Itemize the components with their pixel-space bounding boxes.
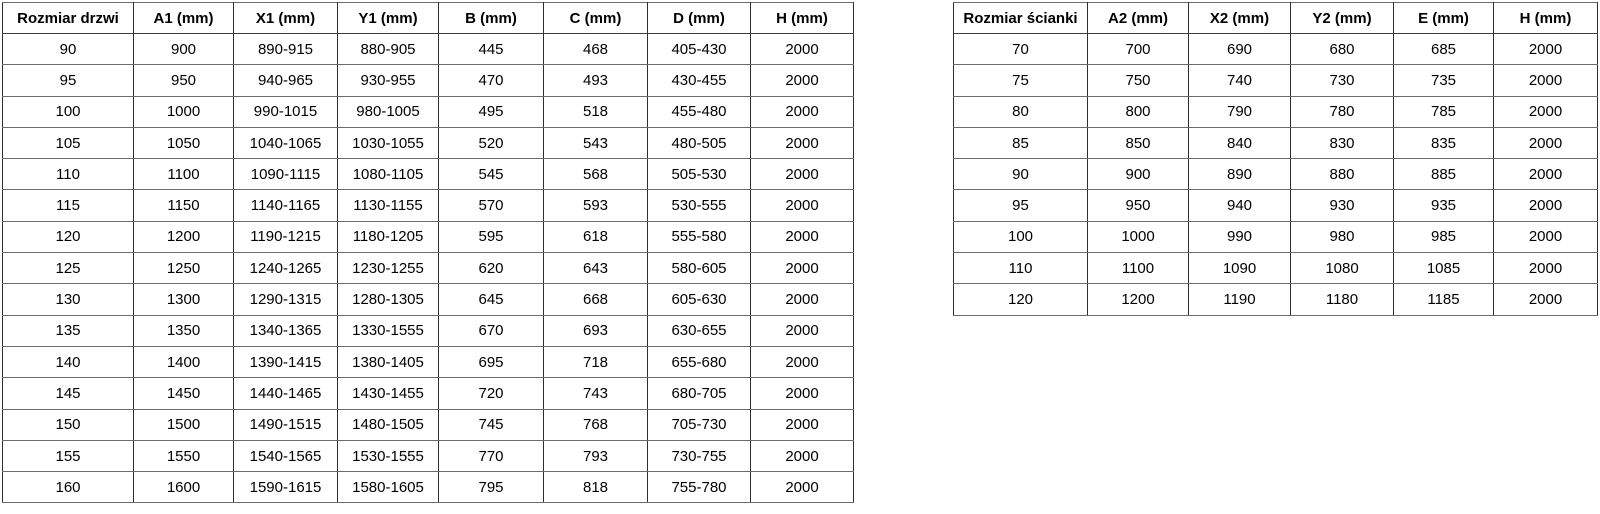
table-cell: 900 [1088,159,1189,190]
table-cell: 620 [439,253,544,284]
table-cell: 555-580 [648,221,751,252]
table-cell: 950 [1088,190,1189,221]
table-cell: 2000 [751,346,854,377]
header-cell: E (mm) [1394,3,1494,34]
table-cell: 695 [439,346,544,377]
table-cell: 755-780 [648,472,751,503]
table-cell: 1190-1215 [234,221,338,252]
table-row [3,159,854,190]
table-cell: 745 [439,409,544,440]
table-cell: 950 [134,65,234,96]
table-cell: 155 [3,440,134,471]
table-row [3,127,854,158]
table-cell: 2000 [751,284,854,315]
header-cell: Rozmiar ścianki [954,3,1088,34]
table-cell: 685 [1394,34,1494,65]
table-cell: 750 [1088,65,1189,96]
table-cell: 1200 [134,221,234,252]
table-cell: 670 [439,315,544,346]
table-cell: 1090 [1189,253,1291,284]
table-cell: 2000 [751,159,854,190]
table-cell: 105 [3,127,134,158]
table-cell: 770 [439,440,544,471]
table-cell: 2000 [751,96,854,127]
header-cell: Y2 (mm) [1291,3,1394,34]
table-cell: 2000 [751,190,854,221]
table-cell: 2000 [751,378,854,409]
table-cell: 795 [439,472,544,503]
table-cell: 505-530 [648,159,751,190]
table-cell: 1280-1305 [338,284,439,315]
table-header-row [3,3,854,34]
table-cell: 790 [1189,96,1291,127]
table-row [954,34,1598,65]
table-cell: 720 [439,378,544,409]
table-cell: 700 [1088,34,1189,65]
table-cell: 818 [544,472,648,503]
table-cell: 160 [3,472,134,503]
table-cell: 518 [544,96,648,127]
table-cell: 1400 [134,346,234,377]
table-row [3,221,854,252]
header-cell: H (mm) [751,3,854,34]
table-cell: 2000 [751,315,854,346]
table-cell: 1550 [134,440,234,471]
table-cell: 1100 [1088,253,1189,284]
table-cell: 580-605 [648,253,751,284]
table-cell: 680-705 [648,378,751,409]
table-cell: 95 [3,65,134,96]
table-row [3,409,854,440]
table-cell: 455-480 [648,96,751,127]
table-cell: 690 [1189,34,1291,65]
table-cell: 595 [439,221,544,252]
table-row [3,96,854,127]
table-cell: 445 [439,34,544,65]
table-cell: 2000 [751,127,854,158]
table-cell: 1090-1115 [234,159,338,190]
table-cell: 735 [1394,65,1494,96]
table-cell: 1040-1065 [234,127,338,158]
table-cell: 1380-1405 [338,346,439,377]
table-cell: 1600 [134,472,234,503]
table-cell: 115 [3,190,134,221]
table-cell: 1500 [134,409,234,440]
table-cell: 493 [544,65,648,96]
table-cell: 2000 [751,253,854,284]
table-cell: 1130-1155 [338,190,439,221]
table-row [3,440,854,471]
table-cell: 880-905 [338,34,439,65]
table-cell: 1590-1615 [234,472,338,503]
table-cell: 1530-1555 [338,440,439,471]
header-cell: A2 (mm) [1088,3,1189,34]
table-cell: 618 [544,221,648,252]
table-cell: 1030-1055 [338,127,439,158]
table-cell: 830 [1291,127,1394,158]
table-cell: 2000 [1494,96,1598,127]
table-cell: 885 [1394,159,1494,190]
table-cell: 568 [544,159,648,190]
table-cell: 780 [1291,96,1394,127]
table-cell: 1240-1265 [234,253,338,284]
table-cell: 90 [3,34,134,65]
table-cell: 110 [954,253,1088,284]
table-cell: 655-680 [648,346,751,377]
table-row [3,284,854,315]
table-cell: 2000 [751,440,854,471]
table-cell: 1540-1565 [234,440,338,471]
table-cell: 1430-1455 [338,378,439,409]
table-cell: 1085 [1394,253,1494,284]
table-cell: 1190 [1189,284,1291,315]
table-row [954,284,1598,315]
table-row [954,127,1598,158]
table-row [3,65,854,96]
table-cell: 2000 [751,472,854,503]
table-cell: 1580-1605 [338,472,439,503]
table-cell: 150 [3,409,134,440]
table-cell: 1200 [1088,284,1189,315]
table-cell: 2000 [751,65,854,96]
table-cell: 1080 [1291,253,1394,284]
table-cell: 95 [954,190,1088,221]
table-cell: 800 [1088,96,1189,127]
table-cell: 705-730 [648,409,751,440]
table-cell: 1330-1555 [338,315,439,346]
table-cell: 2000 [1494,65,1598,96]
table-cell: 1230-1255 [338,253,439,284]
table-cell: 1300 [134,284,234,315]
table-cell: 2000 [1494,221,1598,252]
table-cell: 940-965 [234,65,338,96]
table-row [3,315,854,346]
table-header-row [954,3,1598,34]
table-cell: 135 [3,315,134,346]
table-cell: 1480-1505 [338,409,439,440]
table-cell: 840 [1189,127,1291,158]
table-cell: 480-505 [648,127,751,158]
table-cell: 680 [1291,34,1394,65]
wall-size-table [953,2,1598,316]
door-size-table [2,2,854,503]
table-cell: 880 [1291,159,1394,190]
table-cell: 593 [544,190,648,221]
table-cell: 2000 [751,409,854,440]
table-cell: 1140-1165 [234,190,338,221]
table-cell: 730 [1291,65,1394,96]
table-cell: 990 [1189,221,1291,252]
table-cell: 495 [439,96,544,127]
table-row [954,253,1598,284]
table-cell: 1340-1365 [234,315,338,346]
table-cell: 768 [544,409,648,440]
table-cell: 100 [954,221,1088,252]
table-cell: 668 [544,284,648,315]
table-cell: 900 [134,34,234,65]
table-cell: 2000 [1494,253,1598,284]
table-cell: 125 [3,253,134,284]
table-cell: 1180-1205 [338,221,439,252]
table-cell: 643 [544,253,648,284]
table-cell: 530-555 [648,190,751,221]
table-cell: 890-915 [234,34,338,65]
header-cell: B (mm) [439,3,544,34]
table-cell: 740 [1189,65,1291,96]
table-cell: 2000 [751,34,854,65]
table-cell: 545 [439,159,544,190]
table-row [3,346,854,377]
table-cell: 140 [3,346,134,377]
table-cell: 1290-1315 [234,284,338,315]
table-cell: 520 [439,127,544,158]
table-cell: 1050 [134,127,234,158]
table-cell: 693 [544,315,648,346]
table-cell: 1150 [134,190,234,221]
table-cell: 850 [1088,127,1189,158]
table-cell: 990-1015 [234,96,338,127]
table-cell: 1185 [1394,284,1494,315]
table-row [3,190,854,221]
table-cell: 470 [439,65,544,96]
table-row [3,378,854,409]
table-cell: 2000 [1494,284,1598,315]
table-cell: 2000 [751,221,854,252]
header-cell: Y1 (mm) [338,3,439,34]
header-cell: X2 (mm) [1189,3,1291,34]
table-cell: 940 [1189,190,1291,221]
table-cell: 1180 [1291,284,1394,315]
table-cell: 2000 [1494,127,1598,158]
table-cell: 980 [1291,221,1394,252]
table-cell: 570 [439,190,544,221]
table-cell: 130 [3,284,134,315]
header-cell: A1 (mm) [134,3,234,34]
table-cell: 835 [1394,127,1494,158]
table-row [954,190,1598,221]
table-cell: 80 [954,96,1088,127]
table-row [954,159,1598,190]
header-cell: Rozmiar drzwi [3,3,134,34]
table-cell: 2000 [1494,190,1598,221]
table-cell: 890 [1189,159,1291,190]
table-cell: 980-1005 [338,96,439,127]
table-cell: 1440-1465 [234,378,338,409]
table-cell: 930 [1291,190,1394,221]
table-cell: 543 [544,127,648,158]
header-cell: X1 (mm) [234,3,338,34]
table-cell: 718 [544,346,648,377]
table-cell: 1450 [134,378,234,409]
table-cell: 1350 [134,315,234,346]
table-cell: 1000 [1088,221,1189,252]
table-row [954,221,1598,252]
table-cell: 85 [954,127,1088,158]
table-cell: 930-955 [338,65,439,96]
table-cell: 2000 [1494,159,1598,190]
table-row [3,34,854,65]
table-cell: 730-755 [648,440,751,471]
table-cell: 75 [954,65,1088,96]
table-cell: 90 [954,159,1088,190]
table-cell: 605-630 [648,284,751,315]
table-cell: 120 [3,221,134,252]
table-cell: 120 [954,284,1088,315]
table-cell: 1100 [134,159,234,190]
table-row [954,65,1598,96]
table-row [954,96,1598,127]
table-cell: 793 [544,440,648,471]
table-cell: 935 [1394,190,1494,221]
table-cell: 430-455 [648,65,751,96]
table-cell: 645 [439,284,544,315]
header-cell: H (mm) [1494,3,1598,34]
table-cell: 110 [3,159,134,190]
table-cell: 785 [1394,96,1494,127]
header-cell: D (mm) [648,3,751,34]
table-cell: 985 [1394,221,1494,252]
table-cell: 2000 [1494,34,1598,65]
table-cell: 743 [544,378,648,409]
table-cell: 70 [954,34,1088,65]
table-cell: 468 [544,34,648,65]
table-cell: 145 [3,378,134,409]
table-cell: 1080-1105 [338,159,439,190]
table-row [3,472,854,503]
header-cell: C (mm) [544,3,648,34]
table-cell: 630-655 [648,315,751,346]
table-cell: 1490-1515 [234,409,338,440]
table-cell: 1250 [134,253,234,284]
table-cell: 1390-1415 [234,346,338,377]
table-cell: 1000 [134,96,234,127]
table-cell: 100 [3,96,134,127]
table-cell: 405-430 [648,34,751,65]
table-row [3,253,854,284]
